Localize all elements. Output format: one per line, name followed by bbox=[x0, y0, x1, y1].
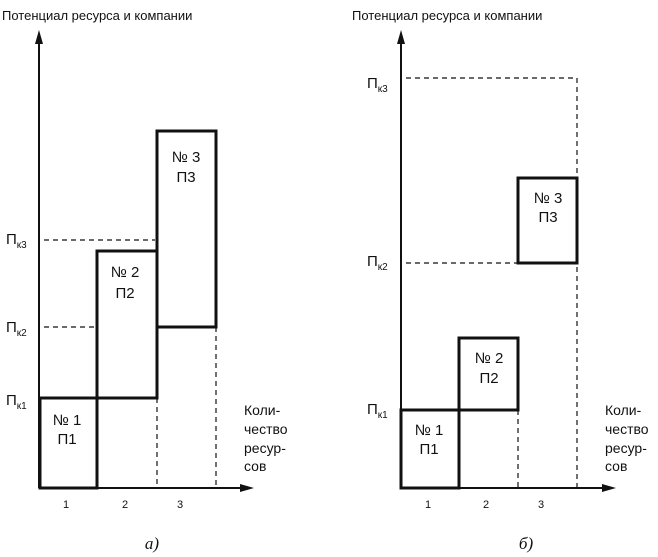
panel-b-box-3-label: П3 bbox=[538, 209, 558, 226]
panel-b-category-2: 2 bbox=[482, 499, 490, 511]
svg-text:ресур-: ресур- bbox=[605, 440, 647, 456]
panel-b-box-1-label: П1 bbox=[419, 441, 439, 458]
panel-a-category-2: 2 bbox=[121, 499, 129, 511]
panel-b bbox=[352, 8, 649, 553]
panel-a-category-1: 1 bbox=[62, 499, 70, 511]
panel-b-y-axis-title: Потенциал ресурса и компании bbox=[352, 8, 543, 23]
panel-a-y-axis-title: Потенциал ресурса и компании bbox=[2, 8, 193, 23]
svg-text:чество: чество bbox=[605, 421, 649, 437]
panel-b-y-axis-arrowhead bbox=[397, 30, 405, 44]
svg-text:Коли-: Коли- bbox=[605, 402, 642, 418]
panel-a-tick-pk2: $П_{к2}$ bbox=[6, 319, 27, 339]
panel-b-x-axis-label bbox=[605, 402, 649, 474]
panel-b-box-2-label: П2 bbox=[479, 370, 499, 387]
svg-text:ресур-: ресур- bbox=[244, 440, 286, 456]
panel-a-x-axis-label bbox=[244, 402, 288, 474]
panel-a-box-3-label: П3 bbox=[176, 169, 196, 186]
panel-a-box-2-number: № 2 bbox=[110, 264, 140, 281]
panel-b-caption: б) bbox=[518, 534, 534, 553]
svg-text:сов: сов bbox=[605, 458, 628, 474]
panel-b-category-3: 3 bbox=[537, 499, 545, 511]
panel-a-caption: а) bbox=[144, 534, 160, 553]
panel-a-box-3-number: № 3 bbox=[171, 149, 201, 166]
panel-b-tick-pk1: $П_{к1}$ bbox=[367, 401, 388, 421]
panel-a-tick-pk3: $П_{к3}$ bbox=[6, 231, 27, 251]
panel-a bbox=[2, 8, 288, 553]
panel-a-tick-pk1: $П_{к1}$ bbox=[6, 392, 27, 412]
svg-text:сов: сов bbox=[244, 458, 267, 474]
panel-a-box-2-label: П2 bbox=[115, 285, 135, 302]
panel-b-category-1: 1 bbox=[424, 499, 432, 511]
panel-a-box-1-number: № 1 bbox=[52, 412, 82, 429]
panel-a-y-axis-arrowhead bbox=[35, 30, 43, 44]
panel-a-category-3: 3 bbox=[176, 499, 184, 511]
svg-text:чество: чество bbox=[244, 421, 288, 437]
panel-b-tick-pk2: $П_{к2}$ bbox=[367, 253, 388, 273]
panel-a-x-axis-arrowhead bbox=[240, 484, 254, 492]
svg-text:Коли-: Коли- bbox=[244, 402, 281, 418]
panel-a-box-1-label: П1 bbox=[57, 431, 77, 448]
panel-b-tick-pk3: $П_{к3}$ bbox=[367, 75, 388, 95]
panel-b-box-2-number: № 2 bbox=[474, 350, 504, 367]
panel-b-box-1-number: № 1 bbox=[414, 422, 444, 439]
panel-b-box-3-number: № 3 bbox=[533, 190, 563, 207]
panel-b-x-axis-arrowhead bbox=[602, 484, 616, 492]
